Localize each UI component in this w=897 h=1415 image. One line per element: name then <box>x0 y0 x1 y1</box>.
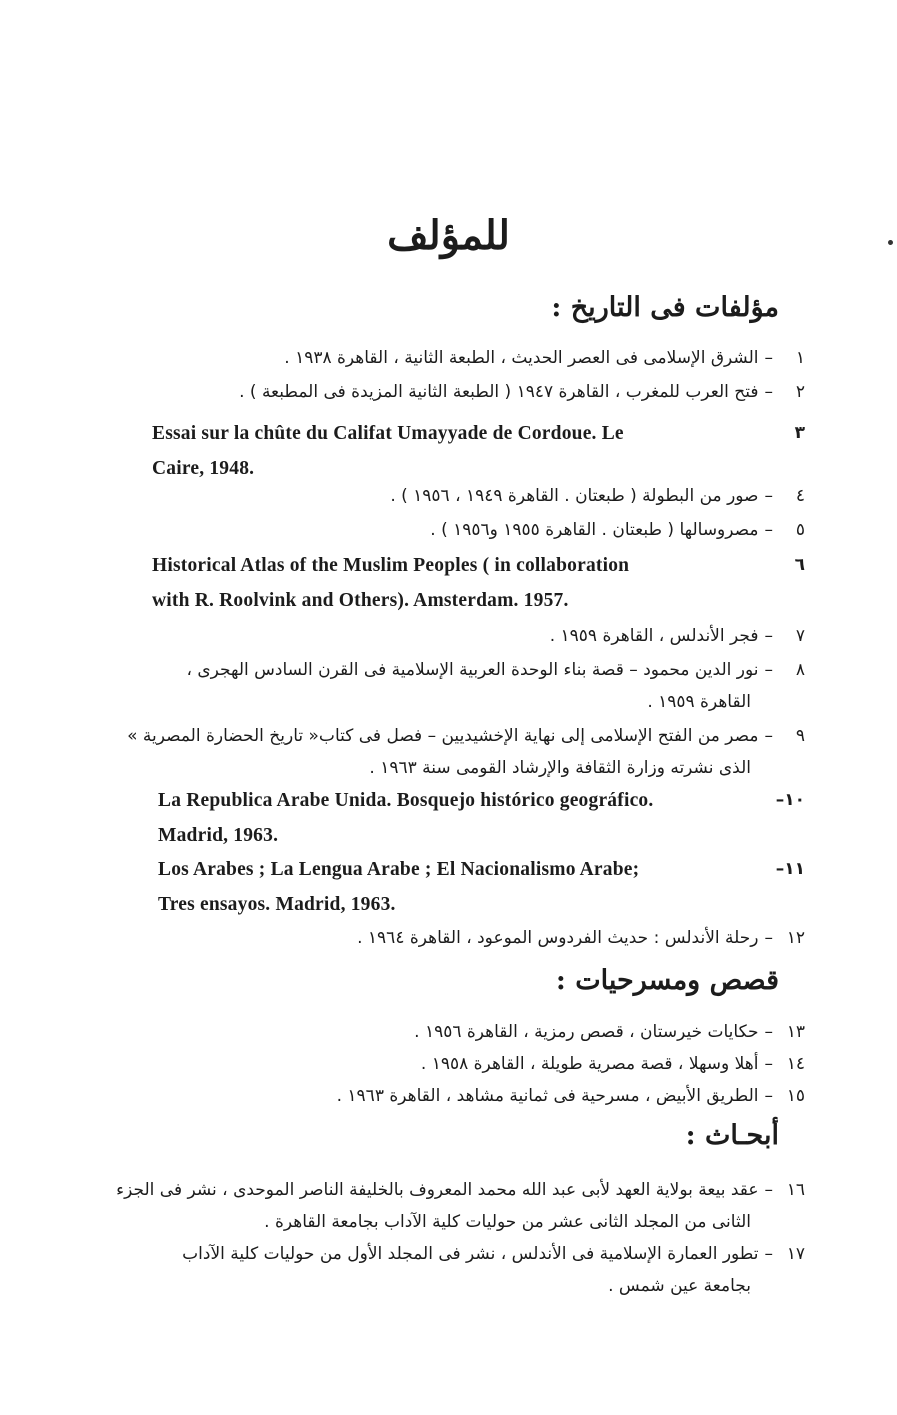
entry-number: –١٠ <box>775 790 805 810</box>
entry-text: الشرق الإسلامى فى العصر الحديث ، الطبعة الثانية ، القاهرة ١٩٣٨ . <box>284 348 759 368</box>
entry-number: ١٥ <box>786 1086 805 1106</box>
entry-2: ٢–فتح العرب للمغرب ، القاهرة ١٩٤٧ ( الطبعة الثانية المزيدة فى المطبعة ) . <box>152 376 805 408</box>
entry-text: مصر من الفتح الإسلامى إلى نهاية الإخشيديين – فصل فى كتاب« تاريخ الحضارة المصرية » <box>127 726 759 746</box>
entry-15: ١٥–الطريق الأبيض ، مسرحية فى ثمانية مشاهد ، القاهرة ١٩٦٣ . <box>152 1080 805 1112</box>
entry-text-cont: القاهرة ١٩٥٩ . <box>647 692 751 712</box>
entry-text: La Republica Arabe Unida. Bosquejo histórico geográfico. <box>158 790 654 811</box>
entry-4: ٤–صور من البطولة ( طبعتان . القاهرة ١٩٤٩ ، ١٩٥٦ ) . <box>152 480 805 512</box>
entry-number: –١١ <box>775 859 805 879</box>
entry-text: الطريق الأبيض ، مسرحية فى ثمانية مشاهد ، القاهرة ١٩٦٣ . <box>336 1086 759 1106</box>
entry-12: ١٢–رحلة الأندلس : حديث الفردوس الموعود ، القاهرة ١٩٦٤ . <box>152 922 805 954</box>
entry-10 <box>158 783 805 853</box>
section-heading-history: مؤلفات فى التاريخ : <box>551 292 779 323</box>
entry-text-cont: Caire, 1948. <box>152 458 255 479</box>
entry-text: عقد بيعة بولاية العهد لأبى عبد الله محمد المعروف بالخليفة الناصر الموحدى ، نشر فى الجزء <box>116 1180 759 1200</box>
entry-text-cont: with R. Roolvink and Others). Amsterdam. 1957. <box>152 590 569 611</box>
entry-14: ١٤–أهلا وسهلا ، قصة مصرية طويلة ، القاهرة ١٩٥٨ . <box>152 1048 805 1080</box>
margin-dot <box>888 240 893 245</box>
entry-text: مصروسالها ( طبعتان . القاهرة ١٩٥٥ و١٩٥٦ ) . <box>430 520 759 540</box>
entry-number: ١٤ <box>786 1054 805 1074</box>
entry-number: ١٧ <box>786 1244 805 1264</box>
entry-text: فتح العرب للمغرب ، القاهرة ١٩٤٧ ( الطبعة الثانية المزيدة فى المطبعة ) . <box>239 382 759 402</box>
entry-number: ٢ <box>795 382 805 402</box>
entry-1: ١–الشرق الإسلامى فى العصر الحديث ، الطبعة الثانية ، القاهرة ١٩٣٨ . <box>152 342 805 374</box>
entry-6 <box>152 548 805 618</box>
entry-number: ٥ <box>795 520 805 540</box>
entry-number: ٣ <box>794 423 805 443</box>
entry-text: حكايات خيرستان ، قصص رمزية ، القاهرة ١٩٥٦ . <box>414 1022 759 1042</box>
entry-number: ٦ <box>794 555 805 575</box>
entry-text-cont: الذى نشرته وزارة الثقافة والإرشاد القومى سنة ١٩٦٣ . <box>369 758 751 778</box>
entry-text: Historical Atlas of the Muslim Peoples ( in collaboration <box>152 555 630 576</box>
entry-13: ١٣–حكايات خيرستان ، قصص رمزية ، القاهرة ١٩٥٦ . <box>152 1016 805 1048</box>
entry-3 <box>152 416 805 486</box>
entry-number: ١٦ <box>786 1180 805 1200</box>
page-title: للمؤلف <box>387 212 510 259</box>
entry-11 <box>158 852 805 922</box>
entry-number: ١٢ <box>786 928 805 948</box>
entry-number: ١ <box>795 348 805 368</box>
entry-number: ٧ <box>795 626 805 646</box>
entry-text: Essai sur la chûte du Califat Umayyade de Cordoue. Le <box>152 423 624 444</box>
entry-text: تطور العمارة الإسلامية فى الأندلس ، نشر فى المجلد الأول من حوليات كلية الآداب <box>182 1244 759 1264</box>
entry-16: ١٦–عقد بيعة بولاية العهد لأبى عبد الله محمد المعروف بالخليفة الناصر الموحدى ، نشر فى الجزء الثانى من المجلد الثانى عشر من حوليات كلية الآداب بجامعة القاهرة . <box>148 1174 805 1238</box>
entry-text-cont: Madrid, 1963. <box>158 825 279 846</box>
entry-17: ١٧–تطور العمارة الإسلامية فى الأندلس ، نشر فى المجلد الأول من حوليات كلية الآداب بجامعة عين شمس . <box>148 1238 805 1302</box>
entry-text-cont: Tres ensayos. Madrid, 1963. <box>158 894 396 915</box>
entry-5: ٥–مصروسالها ( طبعتان . القاهرة ١٩٥٥ و١٩٥٦ ) . <box>152 514 805 546</box>
entry-8: ٨–نور الدين محمود – قصة بناء الوحدة العربية الإسلامية فى القرن السادس الهجرى ، القاهرة ١٩٥٩ . <box>152 654 805 718</box>
entry-text: Los Arabes ; La Lengua Arabe ; El Nacionalismo Arabe; <box>158 859 640 880</box>
entry-number: ١٣ <box>786 1022 805 1042</box>
entry-9: ٩–مصر من الفتح الإسلامى إلى نهاية الإخشيديين – فصل فى كتاب« تاريخ الحضارة المصرية » الذى نشرته وزارة الثقافة والإرشاد القومى سنة ١٩٦٣ . <box>152 720 805 784</box>
entry-number: ٤ <box>795 486 805 506</box>
entry-number: ٩ <box>795 726 805 746</box>
section-heading-stories: قصص ومسرحيات : <box>555 965 779 996</box>
entry-text-cont: بجامعة عين شمس . <box>608 1276 751 1296</box>
entry-number: ٨ <box>795 660 805 680</box>
entry-7: ٧–فجر الأندلس ، القاهرة ١٩٥٩ . <box>152 620 805 652</box>
section-heading-research: أبحـاث : <box>685 1120 779 1151</box>
entry-text-cont: الثانى من المجلد الثانى عشر من حوليات كلية الآداب بجامعة القاهرة . <box>264 1212 751 1232</box>
entry-text: أهلا وسهلا ، قصة مصرية طويلة ، القاهرة ١٩٥٨ . <box>420 1054 759 1074</box>
entry-text: نور الدين محمود – قصة بناء الوحدة العربية الإسلامية فى القرن السادس الهجرى ، <box>186 660 759 680</box>
entry-text: فجر الأندلس ، القاهرة ١٩٥٩ . <box>549 626 759 646</box>
entry-text: رحلة الأندلس : حديث الفردوس الموعود ، القاهرة ١٩٦٤ . <box>357 928 759 948</box>
entry-text: صور من البطولة ( طبعتان . القاهرة ١٩٤٩ ، ١٩٥٦ ) . <box>390 486 759 506</box>
